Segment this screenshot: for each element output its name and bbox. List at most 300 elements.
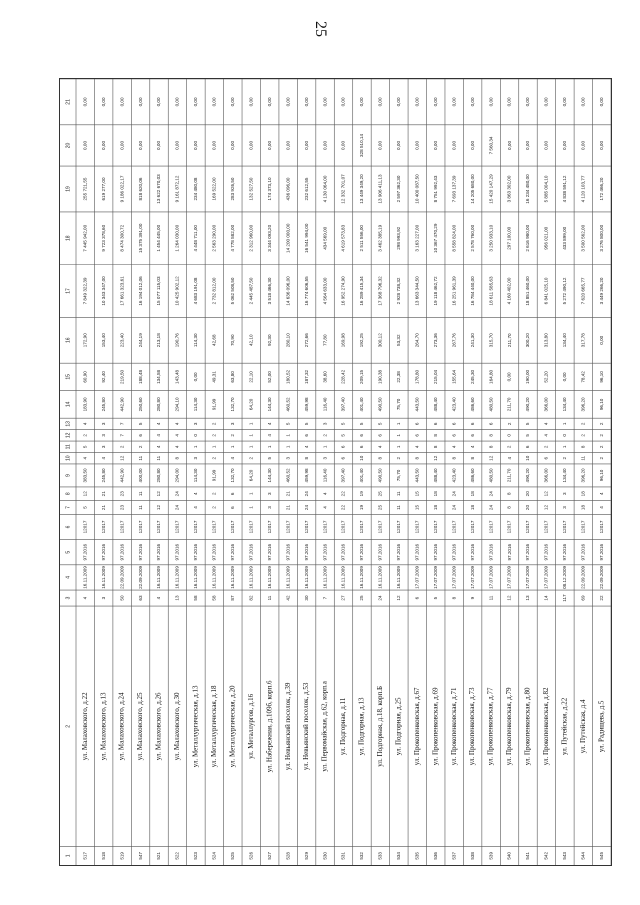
- table-cell: 366,00: [543, 397, 549, 412]
- table-cell: 2: [598, 422, 604, 426]
- table-cell: 16 774 606,55: [303, 276, 309, 306]
- table-cell: 97.2016: [266, 543, 272, 561]
- table-cell: 434 569,00: [322, 226, 328, 250]
- table-cell: 64,20: [248, 398, 254, 411]
- table-cell: 480,50: [488, 397, 494, 412]
- row-number-cell: 528: [285, 851, 291, 860]
- row-number-cell: 537: [451, 851, 457, 860]
- table-cell: 328 510,14: [359, 133, 365, 157]
- table-cell: 486,60: [469, 397, 475, 412]
- row-number-cell: 522: [174, 851, 180, 860]
- row-number-cell: 534: [396, 851, 402, 860]
- table-cell: 8: [432, 445, 438, 449]
- table-cell: 24: [303, 504, 309, 511]
- table-cell: 0,00: [230, 140, 236, 150]
- column-number-label: 21: [65, 99, 72, 105]
- table-cell: 16.11.2009: [396, 566, 402, 589]
- table-cell: 08.12.2009: [562, 565, 568, 589]
- column-number-label: 9: [65, 474, 72, 477]
- address-cell: ул. Прокопенковская, д.71: [449, 687, 458, 766]
- table-cell: 0,00: [285, 97, 291, 107]
- table-cell: 211,70: [506, 333, 512, 348]
- table-cell: 2 616 980,00: [525, 224, 531, 252]
- table-cell: 97.2016: [525, 543, 531, 561]
- table-cell: 400,00: [137, 468, 143, 483]
- table-cell: 52,00: [266, 371, 272, 383]
- table-cell: 0,00: [598, 140, 604, 150]
- table-cell: 4: [100, 456, 106, 460]
- table-cell: 1: [562, 422, 568, 426]
- table-cell: 172,90: [82, 333, 88, 348]
- table-cell: 1: [285, 434, 291, 437]
- table-cell: 12017: [248, 520, 254, 534]
- table-cell: 6: [432, 422, 438, 426]
- table-cell: 4: [469, 445, 475, 449]
- table-cell: 0,00: [377, 97, 383, 107]
- table-cell: 8: [580, 445, 586, 449]
- table-cell: 6: [469, 422, 475, 426]
- row-number-cell: 524: [211, 851, 217, 860]
- table-cell: 4: [377, 445, 383, 449]
- table-cell: 178,80: [414, 369, 420, 384]
- table-cell: 396,20: [580, 468, 586, 483]
- column-number-label: 16: [65, 337, 72, 344]
- table-cell: 7: [322, 596, 328, 600]
- table-cell: 12017: [414, 520, 420, 534]
- table-cell: 14: [543, 595, 549, 601]
- table-cell: 12017: [193, 520, 199, 534]
- table-cell: 0,00: [414, 140, 420, 150]
- table-cell: 442,90: [119, 397, 125, 412]
- table-cell: 6: [303, 434, 309, 437]
- table-cell: 3: [100, 422, 106, 426]
- table-cell: 5: [340, 422, 346, 426]
- table-cell: 1: [248, 422, 254, 426]
- page-number: 25: [312, 21, 329, 37]
- table-cell: 187,32: [303, 369, 309, 384]
- table-cell: 8 474 300,72: [119, 224, 125, 252]
- table-cell: 5: [303, 422, 309, 426]
- table-cell: 423,40: [451, 468, 457, 483]
- table-cell: 272,66: [303, 333, 309, 348]
- table-cell: 97.2016: [156, 543, 162, 561]
- table-cell: 8: [414, 456, 420, 460]
- table-cell: 92,40: [100, 371, 106, 383]
- table-cell: 12: [543, 491, 549, 497]
- table-cell: 16.11.2009: [303, 566, 309, 589]
- table-cell: 1: [396, 422, 402, 426]
- table-cell: 3 344 093,20: [266, 224, 272, 252]
- table-cell: 4 120 103,77: [580, 175, 586, 203]
- table-cell: 2: [506, 422, 512, 426]
- table-cell: 169 522,00: [211, 177, 217, 201]
- table-cell: 25: [377, 491, 383, 497]
- table-cell: 3: [193, 456, 199, 460]
- table-cell: 5: [137, 422, 143, 426]
- table-cell: 0,00: [432, 97, 438, 107]
- table-cell: 8: [432, 434, 438, 437]
- table-cell: 1: [322, 445, 328, 449]
- table-cell: 0,00: [82, 140, 88, 150]
- table-cell: 16 234 480,00: [525, 174, 531, 204]
- table-cell: 423,40: [451, 397, 457, 412]
- table-cell: 0,00: [193, 372, 199, 382]
- table-cell: 58: [193, 595, 199, 601]
- table-cell: 190,00: [525, 369, 531, 384]
- table-cell: 12: [156, 491, 162, 497]
- address-cell: ул. Малаховского, д.25: [136, 692, 145, 761]
- table-cell: 490,50: [377, 468, 383, 483]
- address-cell: ул. Прокопенковская, д.69: [431, 687, 440, 766]
- table-cell: 488,40: [432, 468, 438, 483]
- table-cell: 1: [248, 492, 254, 496]
- table-cell: 4: [303, 445, 309, 449]
- table-cell: 0,00: [543, 140, 549, 150]
- table-cell: 190,38: [377, 369, 383, 384]
- table-cell: 155,64: [451, 369, 457, 384]
- table-cell: 6: [359, 445, 365, 449]
- table-cell: 0,00: [396, 140, 402, 150]
- table-cell: 234 480,08: [193, 177, 199, 201]
- table-cell: 442,90: [119, 468, 125, 483]
- table-cell: 294,10: [174, 397, 180, 412]
- table-cell: 8: [451, 456, 457, 460]
- table-cell: 0,00: [266, 97, 272, 107]
- address-cell: ул. Малаховского, д.13: [99, 692, 108, 761]
- address-cell: ул. Радищева, д.5: [597, 700, 606, 753]
- table-cell: 10 425 902,12: [174, 276, 180, 306]
- table-cell: 3: [266, 506, 272, 509]
- table-cell: 97.2016: [488, 543, 494, 561]
- table-cell: 0,00: [359, 97, 365, 107]
- table-cell: 7 560,34: [488, 136, 494, 155]
- table-cell: 12017: [359, 520, 365, 534]
- table-cell: 172 466,20: [598, 177, 604, 201]
- table-cell: 273,36: [432, 333, 438, 348]
- table-cell: 2: [211, 434, 217, 437]
- table-cell: 2 928 738,32: [396, 277, 402, 305]
- column-number-label: 19: [65, 186, 72, 192]
- table-cell: 0,00: [174, 140, 180, 150]
- table-cell: 12017: [525, 520, 531, 534]
- column-number-label: 18: [65, 235, 72, 242]
- table-cell: 4: [598, 506, 604, 509]
- table-cell: 0,00: [137, 97, 143, 107]
- table-cell: 23: [119, 491, 125, 497]
- row-number-cell: 541: [525, 851, 531, 860]
- table-cell: 153,40: [100, 333, 106, 348]
- table-cell: 232 612,55: [303, 177, 309, 201]
- table-cell: 2: [598, 445, 604, 449]
- column-number-label: 3: [65, 596, 72, 600]
- table-cell: 219,50: [119, 369, 125, 384]
- column-number-label: 4: [65, 576, 72, 579]
- table-cell: 2: [248, 456, 254, 460]
- table-cell: 6: [340, 456, 346, 460]
- table-cell: 3: [266, 492, 272, 496]
- table-cell: 12017: [451, 520, 457, 534]
- table-cell: 0,00: [322, 140, 328, 150]
- table-cell: 97.2016: [174, 543, 180, 561]
- table-cell: 7 849 322,39: [82, 277, 88, 305]
- table-cell: 6: [359, 434, 365, 437]
- table-cell: 11: [396, 491, 402, 497]
- row-number-cell: 519: [119, 851, 125, 860]
- table-cell: 4 619 573,83: [340, 224, 346, 252]
- address-cell: ул. Прокопенковская, д.73: [468, 687, 477, 766]
- address-cell: ул. Металлургическая, д.20: [228, 685, 237, 768]
- row-number-cell: 525: [230, 851, 236, 860]
- table-cell: 8: [488, 445, 494, 449]
- table-cell: 22,38: [396, 371, 402, 383]
- table-cell: 4 838 591,12: [562, 175, 568, 203]
- table-cell: 24: [451, 504, 457, 511]
- table-cell: 12: [396, 595, 402, 601]
- table-cell: 16.11.2009: [322, 566, 328, 589]
- table-cell: 12017: [580, 520, 586, 534]
- table-cell: 0,00: [100, 140, 106, 150]
- table-cell: 6: [230, 506, 236, 509]
- column-number-label: 1: [65, 854, 72, 858]
- table-cell: 17.07.2009: [525, 565, 531, 589]
- table-cell: 4: [598, 492, 604, 496]
- table-cell: 144,30: [266, 397, 272, 412]
- address-cell: ул. Прокопенковская, д.67: [412, 687, 421, 766]
- address-cell: ул. Прокопенковская, д.77: [486, 687, 495, 766]
- table-cell: 4: [174, 422, 180, 426]
- table-cell: 16 952 274,90: [340, 276, 346, 306]
- table-cell: 0,00: [303, 140, 309, 150]
- table-cell: 18 611 585,63: [488, 276, 494, 306]
- column-number-label: 11: [65, 444, 72, 450]
- table-cell: 5: [377, 422, 383, 426]
- address-cell: ул. Набережная, д.109б, корп.6: [265, 680, 274, 773]
- table-cell: 460,52: [285, 468, 291, 483]
- table-cell: 97.2016: [322, 543, 328, 561]
- table-cell: 169,98: [340, 333, 346, 348]
- table-cell: 97.2016: [359, 543, 365, 561]
- table-cell: 241,30: [469, 333, 475, 348]
- table-cell: 0,00: [562, 97, 568, 107]
- table-cell: 8 751 992,43: [432, 175, 438, 203]
- table-cell: 5: [359, 422, 365, 426]
- table-cell: 300,20: [525, 333, 531, 348]
- table-cell: 3: [285, 456, 291, 460]
- table-cell: 69: [580, 595, 586, 601]
- table-cell: 4 683 191,08: [193, 277, 199, 305]
- table-cell: 6: [414, 434, 420, 437]
- table-cell: 15 077 115,03: [156, 276, 162, 306]
- table-cell: 4: [414, 445, 420, 449]
- table-cell: 6: [451, 434, 457, 437]
- table-cell: 8 558 824,00: [451, 224, 457, 252]
- table-cell: 1 454 445,00: [156, 224, 162, 252]
- table-cell: 12017: [598, 520, 604, 534]
- table-cell: 97.2016: [248, 543, 254, 561]
- table-cell: 7: [119, 434, 125, 437]
- table-cell: 294,00: [174, 468, 180, 483]
- table-cell: 97.2016: [451, 543, 457, 561]
- table-cell: 16 784 440,00: [469, 276, 475, 306]
- table-cell: 15: [414, 491, 420, 497]
- table-cell: 490,20: [525, 397, 531, 412]
- row-number-cell: 521: [156, 851, 162, 860]
- table-cell: 5: [266, 456, 272, 460]
- table-cell: 2: [137, 445, 143, 449]
- table-cell: 75,70: [396, 469, 402, 482]
- column-number-label: 20: [65, 142, 72, 149]
- table-cell: 24: [488, 504, 494, 511]
- table-cell: 2: [211, 506, 217, 509]
- table-cell: 97.2016: [580, 543, 586, 561]
- address-cell: ул. Малаховского, д.26: [154, 692, 163, 761]
- table-cell: 134,58: [156, 369, 162, 384]
- table-cell: 1: [193, 445, 199, 449]
- table-cell: 52,20: [543, 371, 549, 383]
- table-cell: 50: [119, 595, 125, 601]
- table-cell: 223,40: [119, 333, 125, 348]
- table-cell: 97.2016: [303, 543, 309, 561]
- table-cell: 436 096,00: [285, 177, 291, 201]
- table-cell: 3: [230, 422, 236, 426]
- table-cell: 4: [322, 492, 328, 496]
- table-cell: 0,00: [432, 140, 438, 150]
- table-cell: 443,50: [414, 397, 420, 412]
- table-cell: 3 863 302,00: [506, 175, 512, 203]
- table-cell: 12017: [266, 520, 272, 534]
- table-cell: 164,80: [488, 369, 494, 384]
- table-cell: 0: [506, 434, 512, 437]
- table-cell: 9 723 378,60: [100, 224, 106, 252]
- table-cell: 245,80: [100, 468, 106, 483]
- table-cell: 17.07.2009: [432, 565, 438, 589]
- table-cell: 17 661 323,61: [119, 276, 125, 306]
- table-cell: 13 449 349,20: [359, 174, 365, 204]
- column-number-label: 5: [65, 550, 72, 554]
- table-cell: 97.2016: [469, 543, 475, 561]
- address-cell: ул. Металлургическая, д.18: [209, 685, 218, 768]
- table-cell: 298 993,92: [396, 226, 402, 250]
- table-cell: 2: [506, 445, 512, 449]
- table-cell: 12: [506, 595, 512, 601]
- table-cell: 2: [598, 456, 604, 460]
- table-cell: 16 541 994,00: [303, 223, 309, 253]
- table-cell: 17.07.2009: [488, 565, 494, 589]
- table-cell: 0,00: [525, 140, 531, 150]
- table-cell: 4: [230, 456, 236, 460]
- row-number-cell: 545: [598, 851, 604, 860]
- table-cell: 0,00: [82, 97, 88, 107]
- table-cell: 58: [211, 595, 217, 601]
- table-cell: 8: [488, 434, 494, 437]
- table-cell: 97.2016: [543, 543, 549, 561]
- address-cell: ул. Прокопенковская, д.82: [542, 687, 551, 766]
- table-cell: 0,00: [156, 140, 162, 150]
- table-cell: 70,90: [230, 334, 236, 346]
- table-cell: 2: [211, 492, 217, 496]
- table-cell: 22.09.2009: [137, 565, 143, 589]
- table-cell: 4 778 582,00: [230, 224, 236, 252]
- table-cell: 486,60: [469, 468, 475, 483]
- table-cell: 96,10: [598, 398, 604, 411]
- table-cell: 22: [340, 504, 346, 511]
- table-cell: 0,00: [562, 140, 568, 150]
- table-cell: 97.2016: [396, 543, 402, 561]
- row-number-cell: 518: [100, 851, 106, 860]
- table-cell: 16.11.2009: [359, 566, 365, 589]
- table-cell: 17.07.2009: [451, 565, 457, 589]
- table-cell: 3 163 227,00: [414, 224, 420, 252]
- table-cell: 4: [82, 422, 88, 426]
- table-cell: 13 663 344,50: [414, 276, 420, 306]
- table-cell: 4 130 064,00: [322, 175, 328, 203]
- table-cell: 6: [377, 434, 383, 437]
- row-number-cell: 533: [377, 851, 383, 860]
- table-cell: 209,15: [359, 369, 365, 384]
- table-cell: 12: [543, 504, 549, 511]
- table-cell: 267,76: [451, 333, 457, 348]
- table-cell: 2: [543, 445, 549, 449]
- table-cell: 2: [230, 434, 236, 437]
- row-number-cell: 539: [488, 851, 494, 860]
- table-cell: 8: [506, 492, 512, 496]
- address-cell: ул. Подгорная, д.25: [394, 697, 403, 756]
- table-cell: 0,00: [562, 372, 568, 382]
- table-cell: 64,20: [248, 469, 254, 482]
- table-cell: 6: [340, 445, 346, 449]
- table-cell: 0,00: [543, 97, 549, 107]
- table-cell: 25: [377, 504, 383, 511]
- table-cell: 1: [266, 445, 272, 449]
- table-cell: 433 899,00: [562, 226, 568, 250]
- table-cell: 383,50: [82, 468, 88, 483]
- table-cell: 30: [303, 595, 309, 601]
- table-cell: 280,10: [285, 333, 291, 348]
- table-cell: 77,80: [322, 334, 328, 346]
- table-cell: 3: [100, 445, 106, 449]
- table-cell: 0,00: [506, 372, 512, 382]
- table-cell: 97.2016: [340, 543, 346, 561]
- table-cell: 17 368 796,32: [377, 276, 383, 306]
- table-cell: 12017: [82, 520, 88, 534]
- row-number-cell: 544: [580, 851, 586, 860]
- table-cell: 4 564 633,00: [322, 277, 328, 305]
- table-cell: 11: [156, 455, 162, 461]
- table-cell: 3 250 933,10: [488, 224, 494, 252]
- table-cell: 97.2016: [562, 543, 568, 561]
- table-cell: 4: [193, 492, 199, 496]
- table-cell: 0: [193, 434, 199, 437]
- row-number-cell: 547: [137, 851, 143, 860]
- table-cell: 91,99: [211, 469, 217, 482]
- table-cell: 211,70: [506, 468, 512, 483]
- address-cell: ул. Подгорная, д.13: [357, 697, 366, 756]
- table-cell: 16.11.2009: [211, 566, 217, 589]
- table-cell: 4: [193, 506, 199, 509]
- table-cell: 12017: [322, 520, 328, 534]
- table-cell: 12: [119, 455, 125, 461]
- address-cell: ул. Малаховского, д.30: [173, 692, 182, 761]
- table-cell: 956 021,00: [543, 226, 549, 250]
- table-cell: 16.11.2009: [248, 566, 254, 589]
- table-cell: 92,30: [266, 334, 272, 346]
- table-cell: 1: [248, 506, 254, 509]
- table-cell: 134,40: [562, 397, 568, 412]
- table-cell: 18: [580, 491, 586, 497]
- table-cell: 15 375 391,00: [137, 223, 143, 253]
- table-cell: 15: [414, 504, 420, 511]
- table-cell: 11: [137, 505, 143, 510]
